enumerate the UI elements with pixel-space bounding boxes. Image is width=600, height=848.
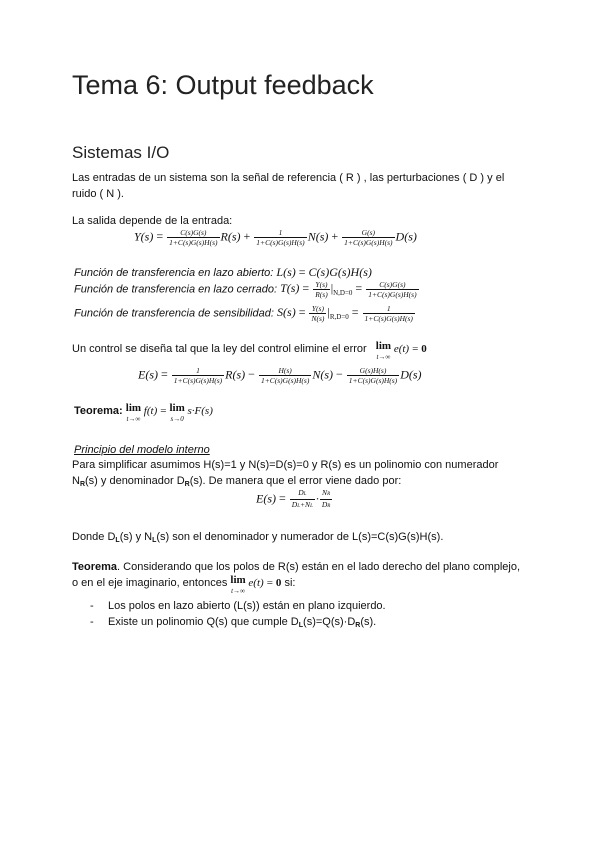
internal-model-error: E(s) = $\frac{DL}{DL+NL}$ · $\frac{NR}{DR}$ (256, 488, 331, 509)
theorem-label: Teorema: (74, 405, 123, 417)
list-item: - Los polos en lazo abierto (L(s)) están en plano izquierdo. (90, 600, 386, 612)
list-item: - Existe un polinomio Q(s) que cumple DL(s)=Q(s)·DR(s). (90, 616, 377, 629)
principle-heading: Principio del modelo interno (74, 444, 210, 456)
donde-line: Donde DL(s) y NL(s) son el denominador y numerador de L(s)=C(s)G(s)H(s). (72, 531, 444, 544)
closed-loop-tf (74, 280, 420, 301)
sensitivity-formula: S(s) = $\frac{Y(s)}{N(s)}$ $|_{R,D=0}$ = $\frac{1}{1+C(s)G(s)H(s)}$ (277, 304, 413, 323)
final-value-formula: lim t→∞ f(t) = lim s→0 s·F(s) (125, 402, 213, 423)
control-text: Un control se diseña tal que la ley del control elimine el error (72, 343, 367, 355)
theorem2-line-2: o en el eje imaginario, entonces lim t→∞ e(t) = 0 si: (72, 574, 296, 595)
control-line (72, 341, 427, 363)
theorem2-line-1: Teorema. Considerando que los polos de R(s) están en el lado derecho del plano complejo, (72, 561, 521, 573)
intro-line-2: ruido ( N ). (72, 188, 124, 200)
open-loop-label: Función de transferencia en lazo abierto: (74, 267, 274, 279)
section-heading: Sistemas I/O (72, 143, 170, 162)
output-equation: Y(s) = $\frac{C(s)G(s)}{1+C(s)G(s)H(s)}$ R(s) + $\frac{1}{1+C(s)G(s)H(s)}$ N(s) + $\frac{G(s)}{1+C(s)G(s)H(s)}$ D(s) (134, 228, 417, 247)
open-loop-formula: L(s) = C(s)G(s)H(s) (276, 265, 372, 279)
intro-paragraph (72, 170, 504, 202)
principle-line-1: Para simplificar asumimos H(s)=1 y N(s)=D(s)=0 y R(s) es un polinomio con numerador (72, 459, 499, 471)
theorem-internal-model (72, 559, 520, 597)
bullet-list (90, 598, 386, 634)
limit-error-zero: lim t→∞ e(t) = 0 (375, 340, 427, 361)
intro-line-1: Las entradas de un sistema son la señal de referencia ( R ) , las perturbaciones ( D ) y el (72, 172, 505, 184)
theorem-final-value (74, 403, 213, 425)
error-equation: E(s) = $\frac{1}{1+C(s)G(s)H(s)}$ R(s) − $\frac{H(s)}{1+C(s)G(s)H(s)}$ N(s) − $\frac{G(s)H(s)}{1+C(s)G(s)H(s)}$ D(s) (138, 366, 422, 385)
output-label: La salida depende de la entrada: (72, 215, 233, 227)
sensitivity-tf (74, 304, 416, 325)
principle-line-2: NR(s) y denominador DR(s). De manera que el error viene dado por: (72, 475, 402, 488)
sensitivity-label: Función de transferencia de sensibilidad: (74, 307, 274, 320)
closed-loop-label: Función de transferencia en lazo cerrado: (74, 283, 278, 296)
page-title: Tema 6: Output feedback (72, 70, 374, 100)
open-loop-tf (74, 264, 372, 281)
closed-loop-formula: T(s) = $\frac{Y(s)}{R(s)}$ $|_{N,D=0}$ = $\frac{C(s)G(s)}{1+C(s)G(s)H(s)}$ (280, 280, 417, 299)
